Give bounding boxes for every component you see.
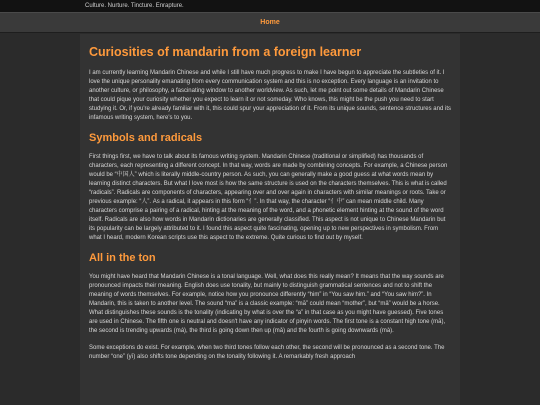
site-tagline-bar	[0, 0, 540, 12]
article-title: Curiosities of mandarin from a foreign learner	[89, 45, 362, 59]
section-paragraph: Some exceptions do exist. For example, when two third tones follow each other, the second will be pronounced as a second tone. The number “one” (yī) also shifts tone depending on the tonality following it. A remarkably fresh approach	[89, 345, 445, 360]
article-intro: I am currently learning Mandarin Chinese and while I still have much progress to make I have begun to appreciate the subtleties of it. I love the unique personality emanating from every communication system and this is no exception. Every language is an invitation to another culture, or philosophy, a fascinating window to another worldview. As such, let me point out some details of Mandarin Chinese that could pique your curiosity whether you expect to learn it or not someday. Who knows, this might be the push you need to start studying it. Or, if you're already familiar with it, this could spur your appreciation of it. From its unique sounds, sentence structures and its infamous writing system, here's to you.	[89, 70, 451, 121]
main-navigation	[0, 12, 540, 33]
section-paragraph: You might have heard that Mandarin Chinese is a tonal language. Well, what does this really mean? It means that the way sounds are pronounced impacts their meaning. English does use tonality, but mainly to distinguish grammatical sentences and not to shift the meaning of words themselves. For example, notice how you pronounce differently “him” in “You saw him.” and “You saw him?”. In Mandarin, this is taken to another level. The sound “ma” is a classic example: “mā” could mean “mother”, but “mǎ” would be a horse. What distinguishes these sounds is the tonality (indicating by what is over the “a” in that case as you might have guessed). Five tones are used in Chinese. The fifth one is neutral and doesn't have any indicator of pinyin words. The first tone is a constant high tone (mā), the second is trending upwards (má), the third is going down then up (mǎ) and the fourth is going downwards (mà).	[89, 274, 446, 334]
section-paragraph: First things first, we have to talk about its famous writing system. Mandarin Chinese (traditional or simplified) has thousands of characters, each representing a different concept. In that way, words are made by combining concepts. For example, a Chinese person would be “中国人” which is literally middle-country person. As such, you can generally make a good guess at what words mean by learning distinct characters. But what I love most is how the same structure is used on the characters themselves. This is what is called “radicals”. Radicals are components of characters, appearing over and over again in characters with similar meanings or roots. Take or previous example: “人”. As a radical, it appears in this form “亻”. In that way, the character “亻中” can mean middle child. Many characters comprise a pairing of a radical, hinting at the meaning of the word, and a phonetic element hinting at the sound of the word itself. Radicals are also how words in Mandarin dictionaries are generally classified. This aspect is not unique to Chinese Mandarin but its popularity can be largely attributed to it. I found this aspect quite fascinating, opening up to new perspectives in symbolism. From what I heard, modern Korean scripts use this aspect to the extreme. Quite curious to find out by myself.	[89, 154, 448, 241]
nav-home-link[interactable]: Home	[260, 19, 280, 26]
site-tagline: Culture. Nurture. Tincture. Enrapture.	[85, 3, 184, 9]
section-heading-all-in-the-ton: All in the ton	[89, 252, 156, 264]
section-heading-symbols-radicals: Symbols and radicals	[89, 132, 203, 144]
article-content	[80, 34, 460, 405]
